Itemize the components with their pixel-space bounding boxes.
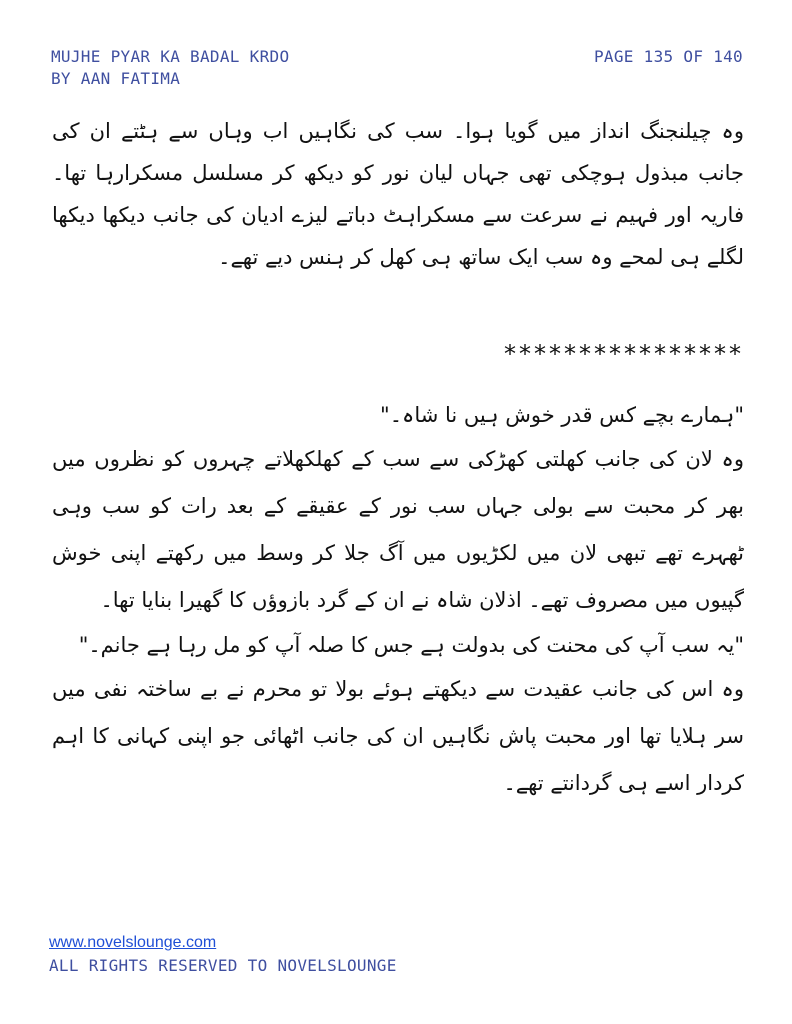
story-text-block-1: [52, 110, 744, 278]
page-number: PAGE 135 OF 140: [594, 47, 743, 66]
paragraph-3: وہ اس کی جانب عقیدت سے دیکھتے ہوئے بولا تو محرم نے بے ساختہ نفی میں سر ہلایا تھا اور محبت پاش نگاہیں ان کی جانب اٹھائی جو اپنی کہانی کا اہم کردار اسے ہی گردانتے تھے۔: [52, 677, 744, 795]
paragraph-1: وہ چیلنجنگ انداز میں گویا ہوا۔ سب کی نگاہیں اب وہاں سے ہٹتے ان کی جانب مبذول ہوچکی تھی جہاں لیان نور کو دیکھ کر مسلسل مسکرارہا تھا۔ فاریہ اور فہیم نے سرعت سے مسکراہٹ دباتے لیزے ادیان کی جانب دیکھا دیکھا لگلے ہی لمحے وہ سب ایک ساتھ ہی کھل کر ہنس دیے تھے۔: [52, 119, 744, 269]
section-separator: ****************: [504, 340, 744, 368]
dialogue-1: "ہمارے بچے کس قدر خوش ہیں نا شاہ۔": [380, 403, 744, 427]
website-link[interactable]: www.novelslounge.com: [49, 934, 217, 951]
story-text-block-2: [52, 394, 744, 807]
novel-title: MUJHE PYAR KA BADAL KRDO: [51, 47, 290, 66]
dialogue-2: "یہ سب آپ کی محنت کی بدولت ہے جس کا صلہ آپ کو مل رہا ہے جانم۔": [78, 633, 744, 657]
copyright-notice: ALL RIGHTS RESERVED TO NOVELSLOUNGE: [49, 956, 397, 975]
paragraph-2: وہ لان کی جانب کھلتی کھڑکی سے سب کے کھلکھلاتے چہروں کو نظروں میں بھر کر محبت سے بولی جہاں سب نور کے عقیقے کے بعد رات کو سب وہی ٹھہرے تھے تبھی لان میں لکڑیوں میں آگ جلا کر وسط میں رکھتے اپنی خوش گپیوں میں مصروف تھے۔ اذلان شاہ نے ان کے گرد بازوؤں کا گھیرا بنایا تھا۔: [52, 447, 744, 612]
document-header-left: [51, 46, 289, 90]
author-name: BY AAN FATIMA: [51, 69, 181, 88]
